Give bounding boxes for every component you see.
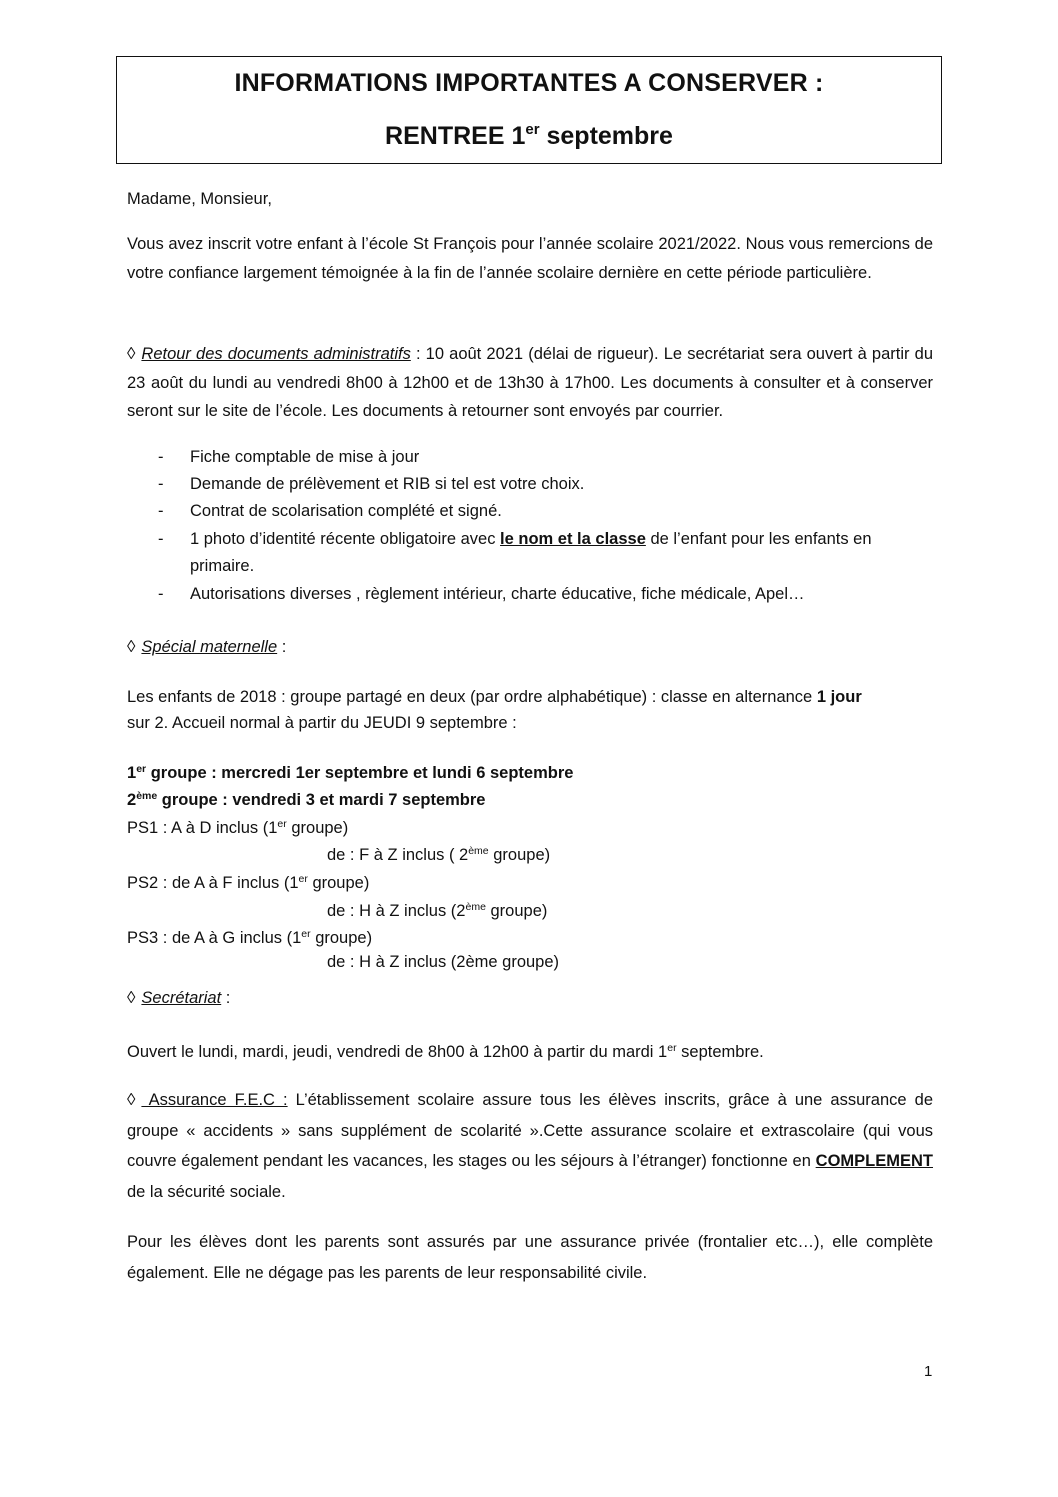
retour-paragraph (127, 340, 933, 426)
list-item (190, 526, 935, 580)
ps-text: de : F à Z inclus ( 2 (327, 846, 469, 864)
list-dash: - (158, 448, 164, 466)
group-text: groupe : vendredi 3 et mardi 7 septembre (157, 791, 486, 809)
list-item: Autorisations diverses , règlement intérieur, charte éducative, fiche médicale, Apel… (190, 585, 805, 603)
ps-text: PS2 : de A à F inclus (1 (127, 874, 299, 892)
maternelle-emphasis: 1 jour (816, 688, 862, 706)
ps-text-end: groupe) (488, 846, 551, 864)
list-item-text: 1 photo d’identité récente obligatoire avec (190, 530, 501, 548)
ps-text: PS1 : A à D inclus (1 (127, 819, 278, 837)
list-item-continuation: primaire. (190, 557, 255, 575)
retour-heading: Retour des documents administratifs (141, 345, 411, 363)
diamond-icon: ◊ (127, 637, 136, 656)
secretariat-heading: Secrétariat (141, 989, 222, 1007)
ps1-line-b (327, 839, 550, 867)
maternelle-line1 (127, 685, 862, 709)
list-dash: - (158, 530, 164, 548)
ps-text: de : H à Z inclus (2 (327, 902, 466, 920)
list-dash: - (158, 502, 164, 520)
diamond-icon: ◊ (127, 1090, 136, 1109)
intro-paragraph: Vous avez inscrit votre enfant à l’école St François pour l’année scolaire 2021/2022. Nous vous remercions de votre confiance largement témoignée à la fin de l’année scolaire dernière en cette période particulière. (127, 235, 933, 282)
secretariat-text (127, 1036, 764, 1064)
ps-text: PS3 : de A à G inclus (1 (127, 929, 302, 947)
assurance-paragraph-2: Pour les élèves dont les parents sont assurés par une assurance privée (frontalier etc…), elle complète également. Elle ne dégage pas les parents de leur responsabilité civile. (127, 1233, 933, 1282)
ps-text-end: groupe) (307, 874, 370, 892)
heading-colon: : (277, 638, 287, 656)
list-item: Fiche comptable de mise à jour (190, 448, 420, 466)
diamond-icon: ◊ (127, 988, 136, 1007)
assurance-heading: Assurance F.E.C : (141, 1091, 288, 1109)
ps-text-end: groupe) (310, 929, 373, 947)
heading-colon: : (221, 989, 231, 1007)
retour-text: : 10 août 2021 (délai de rigueur). Le secrétariat sera ouvert à partir du 23 août du lundi au vendredi 8h00 à 12h00 et de 13h30 à 17h00. Les documents à consulter et à conserver seront sur le site de l’école. Les documents à retourner sont envoyés par courrier. (127, 345, 933, 420)
list-item: Contrat de scolarisation complété et signé. (190, 502, 502, 520)
maternelle-heading-line (127, 635, 286, 659)
page-number: 1 (924, 1363, 933, 1380)
group-2-line (127, 784, 485, 812)
ps2-line-a (127, 867, 369, 895)
subtitle-text: RENTREE 1 (385, 122, 526, 150)
secretariat-heading-line (127, 986, 230, 1010)
ps2-line-b (327, 895, 547, 923)
list-dash: - (158, 585, 164, 603)
diamond-icon: ◊ (127, 344, 136, 363)
page-title: INFORMATIONS IMPORTANTES A CONSERVER : (234, 69, 824, 97)
subtitle-superscript: er (525, 121, 540, 138)
list-dash: - (158, 475, 164, 493)
title-box (116, 56, 942, 164)
secretariat-text-start: Ouvert le lundi, mardi, jeudi, vendredi de 8h00 à 12h00 à partir du mardi 1 (127, 1043, 668, 1061)
ps-text-end: groupe) (286, 819, 349, 837)
assurance-paragraph (127, 1085, 933, 1207)
subtitle-text-end: septembre (539, 122, 673, 150)
group-superscript: er (136, 763, 147, 775)
maternelle-line2: sur 2. Accueil normal à partir du JEUDI 9 septembre : (127, 714, 517, 732)
assurance-text: L’établissement scolaire assure tous les élèves inscrits, grâce à une assurance de groupe « accidents » sans supplément de scolarité ».Cette assurance scolaire et extrascolaire (qui vous couvre également pendant les vacances, les stages ou les séjours à l’étranger) fonctionne en (127, 1091, 933, 1170)
assurance-emphasis: COMPLEMENT (815, 1152, 933, 1170)
ps-superscript: er (298, 873, 308, 885)
ps3-line-b: de : H à Z inclus (2ème groupe) (327, 953, 560, 971)
ps-superscript: er (277, 818, 287, 830)
group-number: 1 (127, 764, 137, 782)
ps-text-end: groupe) (485, 902, 548, 920)
group-superscript: ème (136, 790, 158, 802)
list-item-emphasis: le nom et la classe (500, 530, 646, 548)
ps3-line-a (127, 922, 372, 950)
list-item-text-end: de l’enfant pour les enfants en (645, 530, 872, 548)
group-number: 2 (127, 791, 137, 809)
maternelle-heading: Spécial maternelle (141, 638, 278, 656)
maternelle-text: Les enfants de 2018 : groupe partagé en deux (par ordre alphabétique) : classe en alternance (127, 688, 817, 706)
group-text: groupe : mercredi 1er septembre et lundi 6 septembre (146, 764, 574, 782)
secretariat-superscript: er (667, 1042, 677, 1054)
ps1-line-a (127, 812, 348, 840)
list-item: Demande de prélèvement et RIB si tel est votre choix. (190, 475, 585, 493)
ps-superscript: ème (465, 901, 486, 913)
ps-superscript: er (301, 928, 311, 940)
group-1-line (127, 757, 573, 785)
page-subtitle (117, 121, 941, 151)
salutation: Madame, Monsieur, (127, 190, 272, 208)
assurance-text-end: de la sécurité sociale. (127, 1182, 286, 1201)
ps-superscript: ème (468, 845, 489, 857)
secretariat-text-end: septembre. (676, 1043, 764, 1061)
